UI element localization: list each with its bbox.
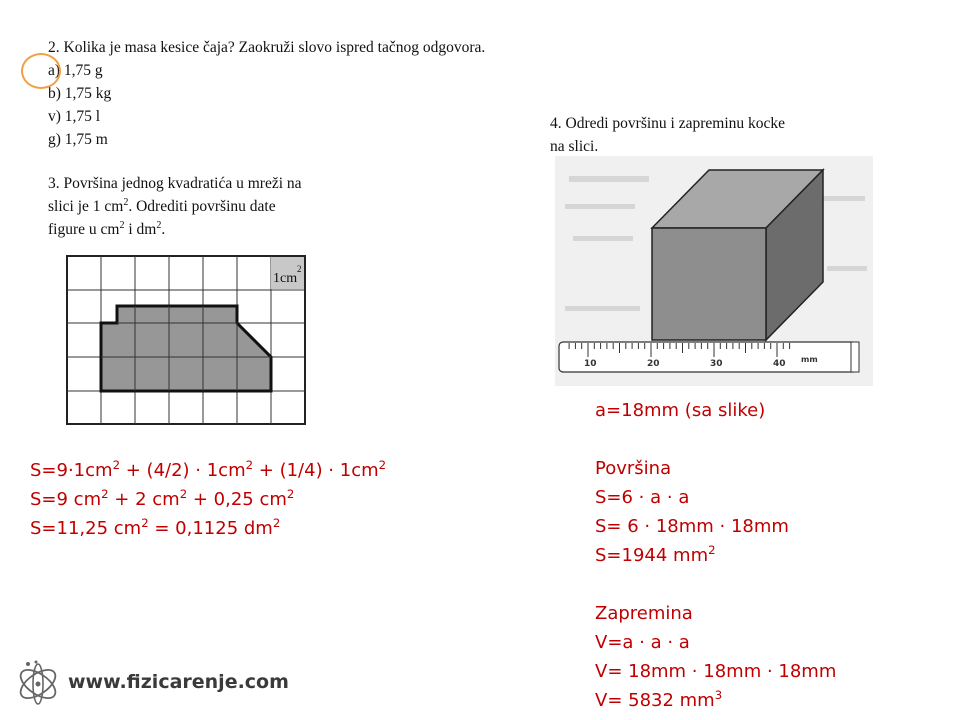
area-line-1: $S=9\cdot 1cm^2 + (4/2) \cdot 1cm^2 + (1/4) \cdot 1cm^2$ — [30, 458, 387, 481]
cube-figure — [555, 156, 873, 391]
option-a: a) 1,75 g — [48, 62, 103, 79]
given-side: a=18mm (sa slike) — [595, 400, 766, 421]
site-logo[interactable] — [14, 658, 289, 706]
surface-line-2: S= 6 · 18mm · 18mm — [595, 516, 789, 537]
cell-label: 1cm — [273, 271, 298, 286]
question-4-line2: na slici. — [550, 138, 599, 155]
surface-line-1: S=6 · a · a — [595, 487, 690, 508]
ruler-label-20: 20 — [647, 359, 660, 369]
volume-line-1: V=a · a · a — [595, 632, 690, 653]
area-solution — [30, 456, 386, 543]
question-2-text: 2. Kolika je masa kesice čaja? Zaokruži slovo ispred tačnog odgovora. — [48, 39, 486, 56]
volume-line-2: V= 18mm · 18mm · 18mm — [595, 661, 837, 682]
answer-circle — [21, 53, 61, 89]
atom-logo-icon — [14, 658, 62, 706]
question-3 — [48, 172, 368, 241]
question-3-line3: figure u $cm^2$ i $dm^2$. — [48, 219, 166, 238]
question-4-line1: 4. Odredi površinu i zapreminu kocke — [550, 115, 786, 132]
site-url[interactable]: www.fizicarenje.com — [68, 671, 289, 693]
ruler-label-10: 10 — [584, 359, 597, 369]
grid-figure — [65, 254, 309, 431]
cube-solution — [595, 396, 836, 715]
surface-line-3: S=1944 $mm^2$ — [595, 543, 716, 566]
option-v: v) 1,75 l — [48, 108, 101, 125]
option-g: g) 1,75 m — [48, 131, 108, 148]
option-b: b) 1,75 kg — [48, 85, 112, 102]
area-line-2: S=9 $cm^2 + 2$ $cm^2 + 0,25$ $cm^2$ — [30, 487, 295, 510]
question-3-line2: slici je 1 $cm^2$. Odrediti površinu date — [48, 196, 276, 215]
volume-line-3: V= 5832 $mm^3$ — [595, 688, 723, 711]
volume-title: Zapremina — [595, 603, 693, 624]
question-3-line1: 3. Površina jednog kvadratića u mreži na — [48, 175, 302, 192]
question-4 — [550, 112, 850, 158]
ruler — [559, 342, 859, 372]
question-2 — [48, 36, 485, 151]
ruler-label-30: 30 — [710, 359, 723, 369]
cell-label-sup: 2 — [297, 264, 302, 274]
cube-front-face — [652, 228, 766, 340]
area-line-3: S=11,25 $cm^2 = 0,1125$ $dm^2$ — [30, 516, 281, 539]
ruler-unit: mm — [801, 355, 818, 364]
ruler-label-40: 40 — [773, 359, 786, 369]
surface-title: Površina — [595, 458, 672, 479]
